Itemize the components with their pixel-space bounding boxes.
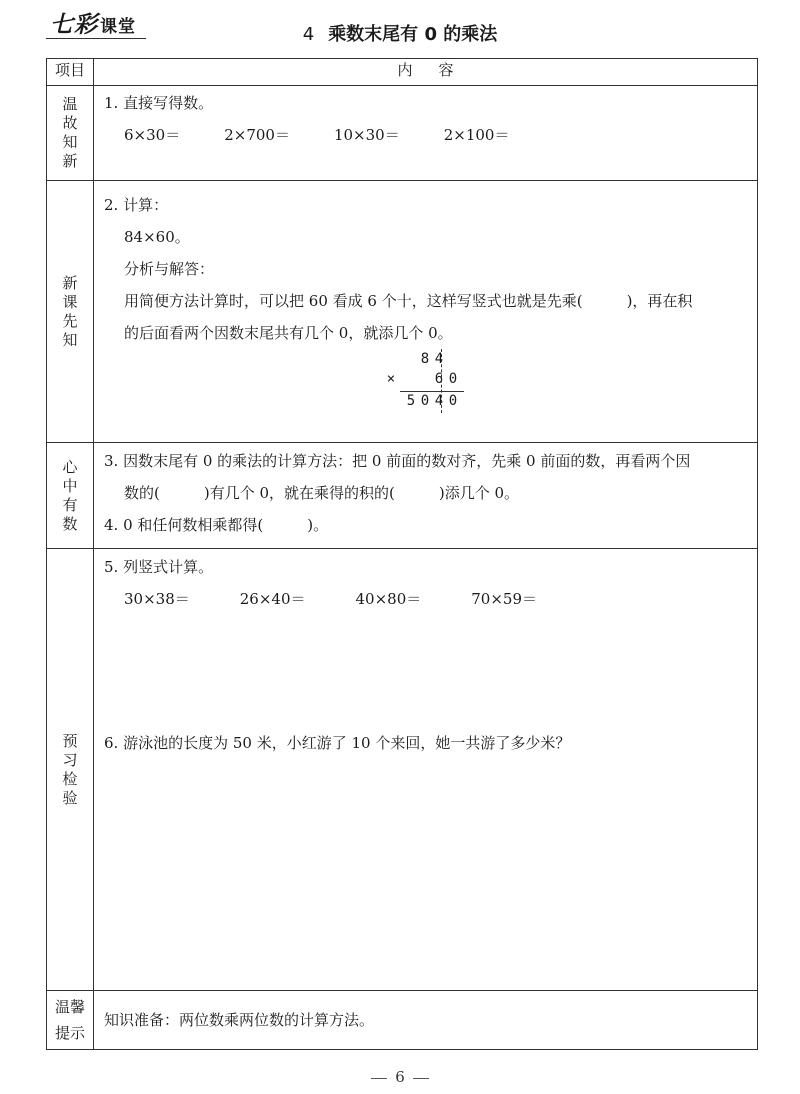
expression-list: [104, 583, 747, 615]
vertical-row-result: 5 0 4 0: [406, 393, 458, 409]
section-label-new: 新 课 先 知: [47, 181, 94, 443]
expression-list: [104, 119, 747, 151]
section-preview: [47, 549, 758, 991]
question-1: 1. 直接写得数。: [104, 94, 214, 112]
question-4: 4. 0 和任何数相乘都得( )。: [104, 516, 329, 534]
analysis-title: 分析与解答：: [124, 260, 215, 278]
tips-text: 知识准备：两位数乘两位数的计算方法。: [104, 1011, 375, 1029]
section-content-preview: [94, 549, 758, 991]
section-label-tips: 温馨 提示: [47, 991, 94, 1050]
header-row: [47, 59, 758, 86]
section-new: [47, 181, 758, 443]
expression: 2×100＝: [443, 126, 510, 144]
section-tips: [47, 991, 758, 1050]
brand-sub: 课堂: [100, 17, 136, 37]
worksheet-table: [46, 58, 758, 1050]
expression: 40×80＝: [355, 590, 422, 608]
brand-name: 七彩: [50, 12, 98, 38]
expression: 6×30＝: [124, 126, 181, 144]
question-2: 2. 计算：: [104, 196, 169, 214]
section-label-preview: 预 习 检 验: [47, 549, 94, 991]
question-3-cont: 数的( )有几个 0，就在乘得的积的( )添几个 0。: [124, 484, 520, 502]
section-label-review: 温 故 知 新: [47, 86, 94, 181]
lesson-title: 乘数末尾有 0 的乘法: [328, 24, 498, 45]
page-title: [0, 20, 800, 46]
footer-dash-left: [371, 1078, 387, 1079]
expression: 26×40＝: [239, 590, 306, 608]
analysis-line-1: 用简便方法计算时，可以把 60 看成 6 个十，这样写竖式也就是先乘( )，再在积: [124, 292, 693, 310]
expression: 10×30＝: [333, 126, 400, 144]
col-content-header: 内容: [94, 59, 758, 86]
section-review: [47, 86, 758, 181]
expression: 2×700＝: [224, 126, 290, 144]
section-content-new: [94, 181, 758, 443]
vertical-calculation: [384, 349, 474, 411]
section-content-tips: [94, 991, 758, 1050]
vertical-dashed-line: [441, 349, 442, 413]
page-number: 6: [395, 1068, 405, 1086]
question-6: 6. 游泳池的长度为 50 米，小红游了 10 个来回，她一共游了多少米？: [104, 734, 571, 752]
section-label-mind: 心 中 有 数: [47, 443, 94, 549]
section-content-review: [94, 86, 758, 181]
vertical-row-top: 8 4: [420, 351, 444, 367]
col-item-header: 项目: [47, 59, 94, 86]
expression: 70×59＝: [471, 590, 537, 608]
analysis-line-2: 的后面看两个因数末尾共有几个 0，就添几个 0。: [124, 324, 453, 342]
section-content-mind: [94, 443, 758, 549]
problem: 84×60。: [124, 228, 190, 246]
expression: 30×38＝: [124, 590, 190, 608]
question-3: 3. 因数末尾有 0 的乘法的计算方法：把 0 前面的数对齐，先乘 0 前面的数，再看两个因: [104, 452, 691, 470]
lesson-number: 4: [302, 24, 315, 45]
question-5: 5. 列竖式计算。: [104, 558, 214, 576]
page-footer: [0, 1068, 800, 1086]
section-mind: [47, 443, 758, 549]
vertical-row-mid: × 6 0: [386, 371, 458, 387]
footer-dash-right: [413, 1078, 429, 1079]
